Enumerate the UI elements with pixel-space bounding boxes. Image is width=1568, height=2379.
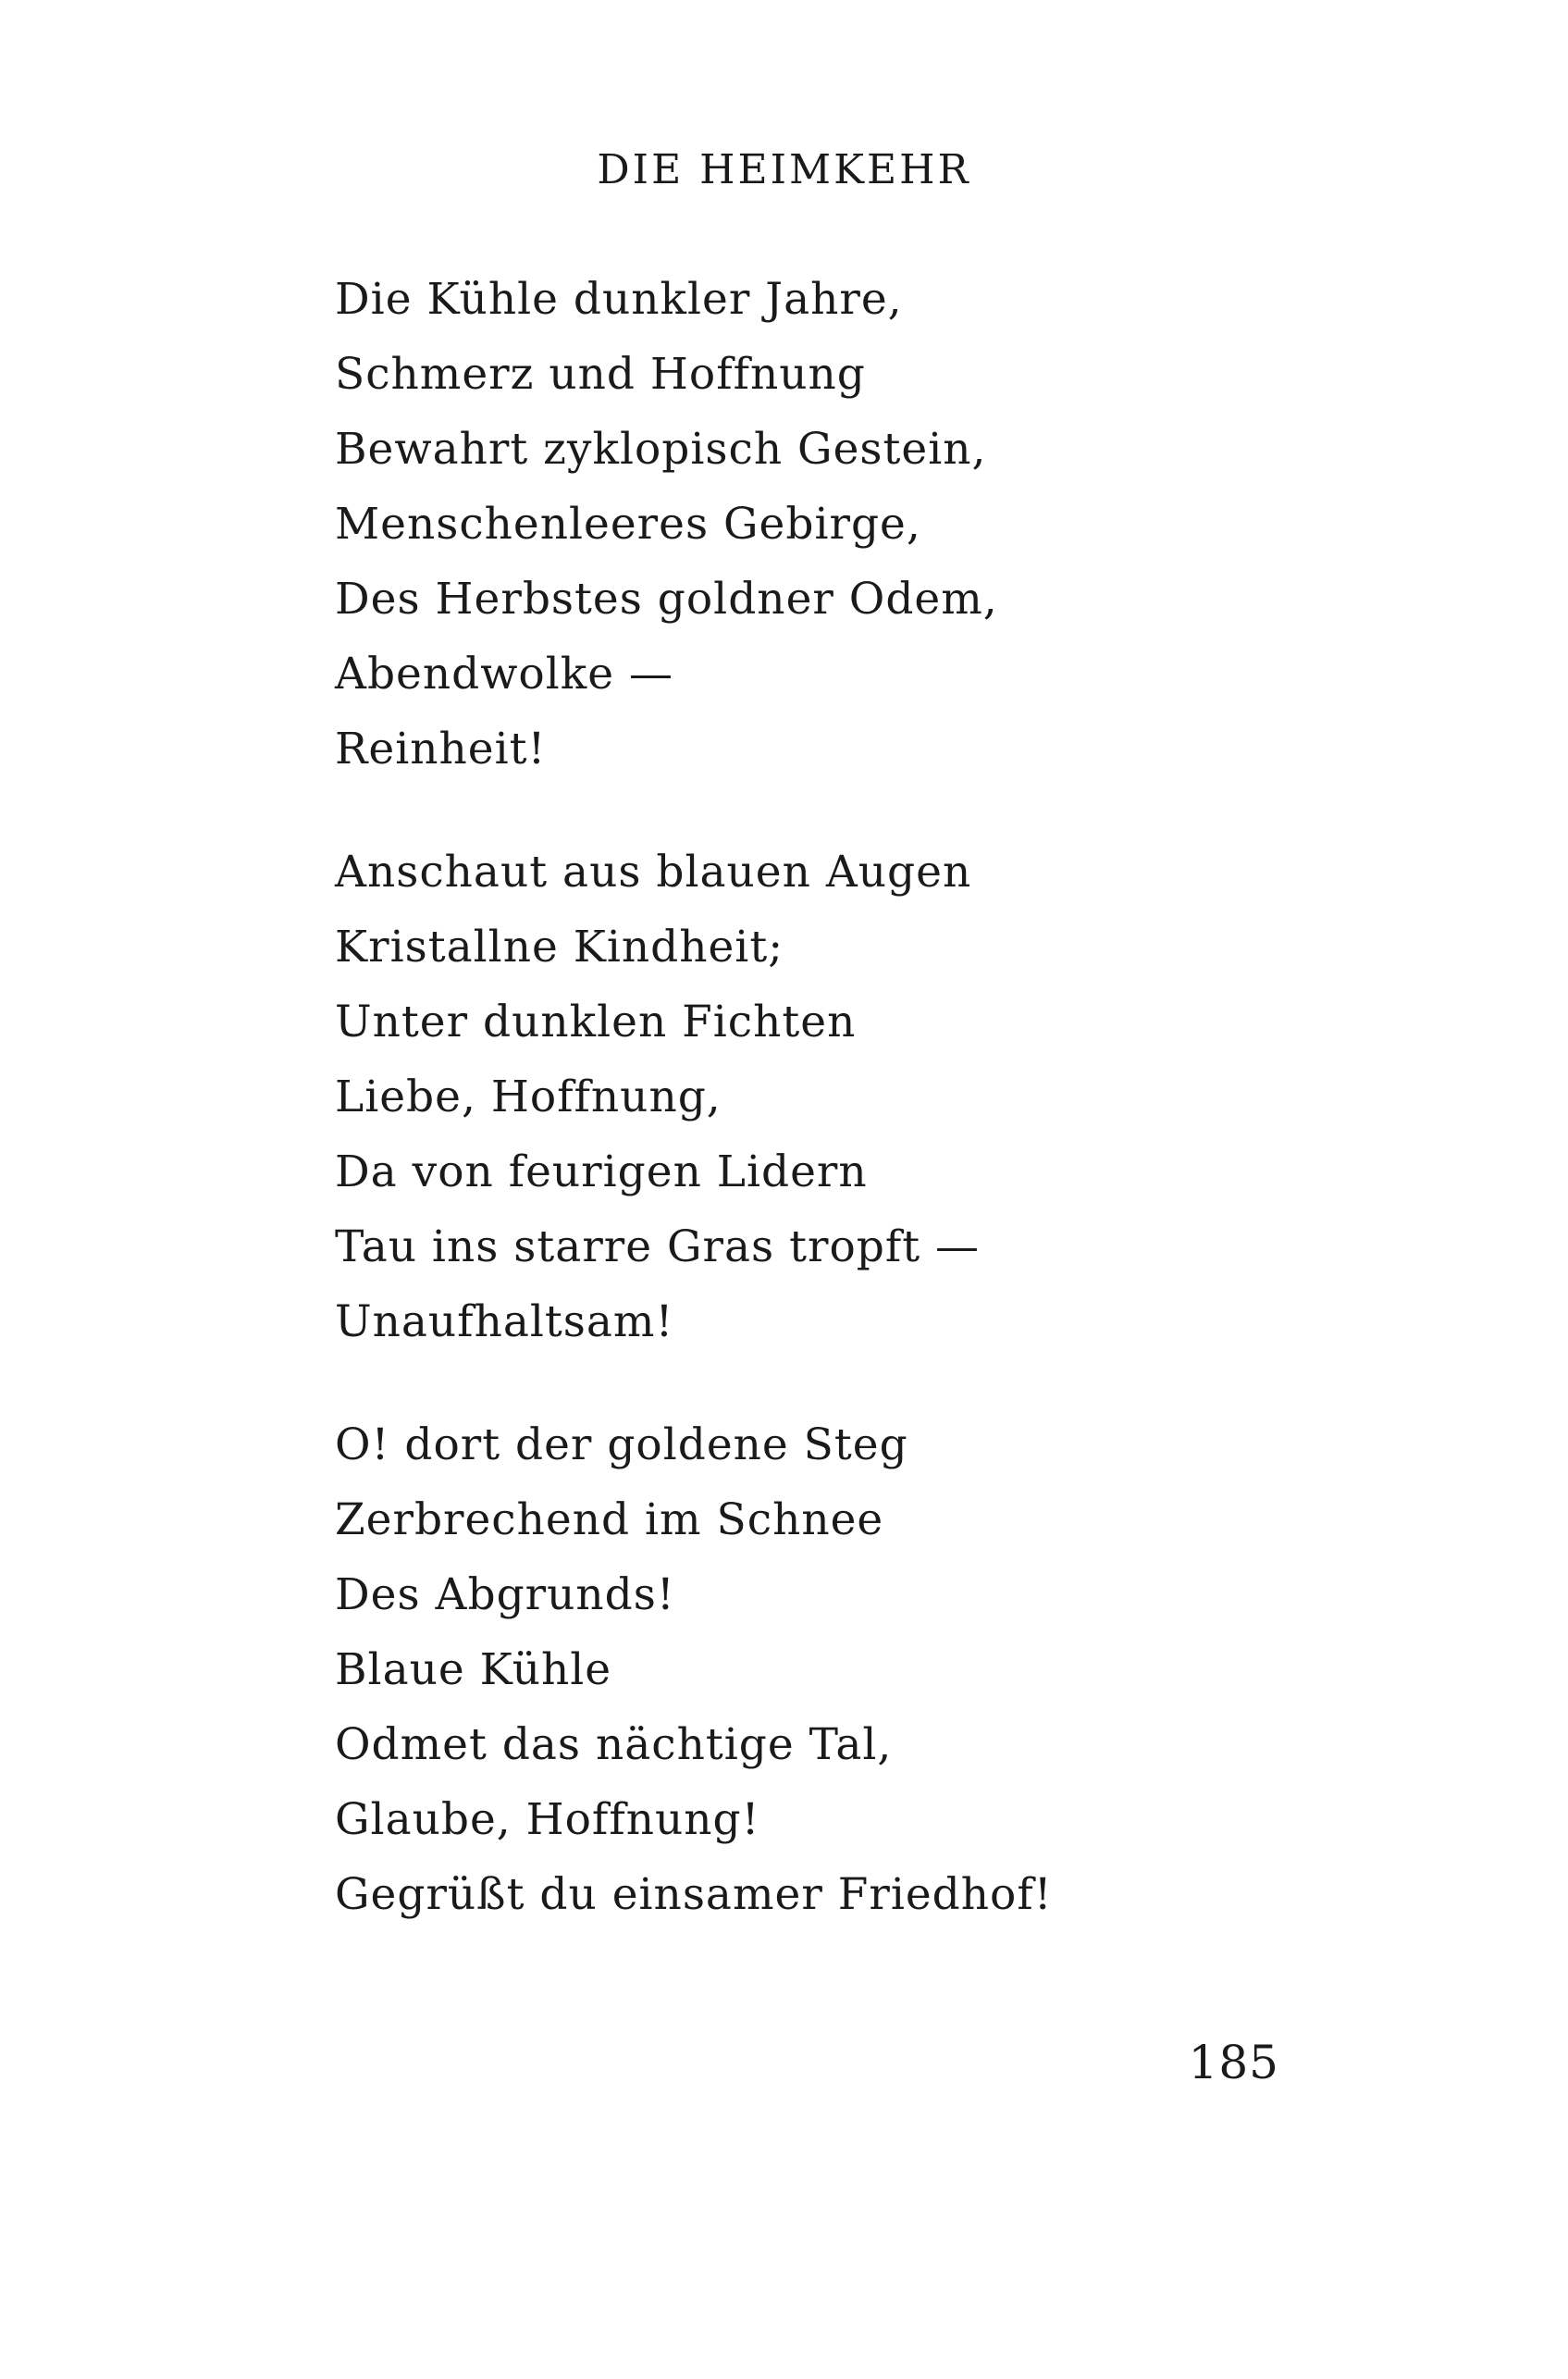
stanza-2 <box>335 835 1260 1359</box>
poem-line: Des Herbstes goldner Odem, <box>335 574 998 625</box>
poem-line: Blaue Kühle <box>335 1644 612 1695</box>
poem-line: Odmet das nächtige Tal, <box>335 1719 893 1770</box>
stanza-1 <box>335 262 1260 787</box>
poem-line: Liebe, Hoffnung, <box>335 1072 722 1122</box>
poem-line: Bewahrt zyklopisch Gestein, <box>335 424 987 475</box>
poem-line: Unaufhaltsam! <box>335 1296 674 1347</box>
poem-line: Schmerz und Hoffnung <box>335 349 866 400</box>
poem-line: Unter dunklen Fichten <box>335 997 857 1047</box>
stanza-3 <box>335 1407 1260 1932</box>
poem-line: Tau ins starre Gras tropft — <box>335 1221 981 1272</box>
poem-title: DIE HEIMKEHR <box>597 146 971 193</box>
poem-line: Abendwolke — <box>335 649 673 700</box>
poem-line: Kristallne Kindheit; <box>335 922 784 973</box>
poem-line: Anschaut aus blauen Augen <box>335 847 972 898</box>
poem-line: Die Kühle dunkler Jahre, <box>335 274 903 325</box>
poem-line: Menschenleeres Gebirge, <box>335 499 921 550</box>
poem-line: Zerbrechend im Schnee <box>335 1494 884 1545</box>
poem-line: Glaube, Hoffnung! <box>335 1794 760 1845</box>
poem-line: Gegrüßt du einsamer Friedhof! <box>335 1869 1053 1920</box>
poem-line: O! dort der goldene Steg <box>335 1419 908 1470</box>
poem-body <box>335 262 1260 1980</box>
page-number: 185 <box>1188 2036 1279 2089</box>
poem-line: Da von feurigen Lidern <box>335 1146 868 1197</box>
poem-line: Reinheit! <box>335 724 547 774</box>
poem-line: Des Abgrunds! <box>335 1569 675 1620</box>
